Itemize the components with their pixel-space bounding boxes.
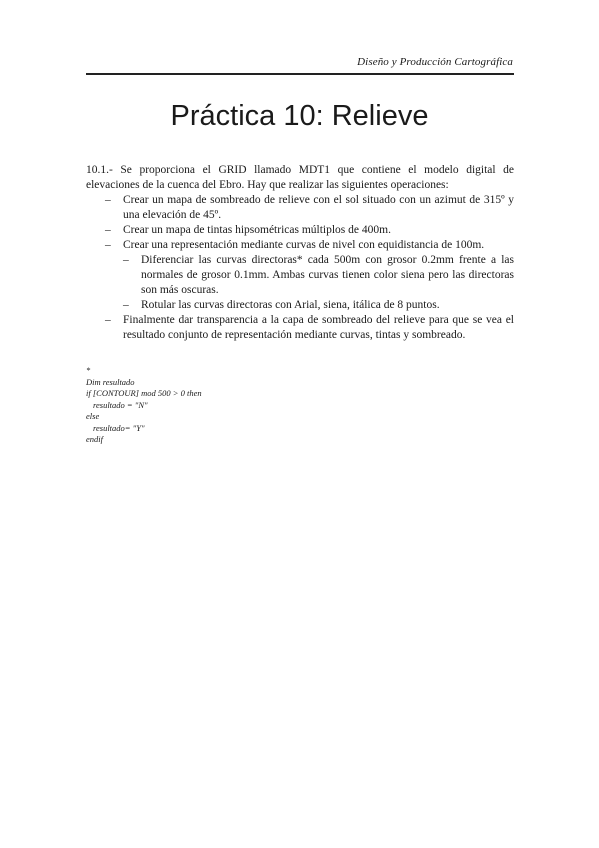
header-rule xyxy=(86,73,514,75)
code-line: else xyxy=(86,411,100,421)
list-item-hypsometric-tints: – Crear un mapa de tintas hipsométricas múltiplos de 400m. xyxy=(123,223,514,238)
sublist-item-index-contours: – Diferenciar las curvas directoras* cada 500m con grosor 0.2mm frente a las normales de grosor 0.1mm. Ambas curvas tienen color siena pero las directoras son más oscuras. xyxy=(141,253,514,298)
code-line: Dim resultado xyxy=(86,376,135,387)
footnote-marker: * xyxy=(86,365,91,375)
footnote-code xyxy=(86,365,202,446)
list-item-contours xyxy=(123,238,514,313)
list-item-transparency: – Finalmente dar transparencia a la capa de sombreado del relieve para que se vea el resultado conjunto de representación mediante curvas, tintas y sombreado. xyxy=(123,313,514,343)
exercise-section xyxy=(86,163,514,343)
code-line: endif xyxy=(86,434,103,444)
exercise-intro: 10.1.- Se proporciona el GRID llamado MDT1 que contiene el modelo digital de elevaciones de la cuenca del Ebro. Hay que realizar las siguientes operaciones: xyxy=(86,164,514,191)
sublist-item-contour-labels: – Rotular las curvas directoras con Arial, siena, itálica de 8 puntos. xyxy=(141,298,514,313)
running-header: Diseño y Producción Cartográfica xyxy=(357,56,513,68)
list-item-hillshade: – Crear un mapa de sombreado de relieve con el sol situado con un azimut de 315º y una elevación de 45º. xyxy=(123,193,514,223)
code-line: resultado= "Y" xyxy=(93,422,145,433)
operations-list xyxy=(86,193,514,343)
list-item-contours-text: Crear una representación mediante curvas de nivel con equidistancia de 100m. xyxy=(123,239,485,251)
code-line: if [CONTOUR] mod 500 > 0 then xyxy=(86,388,202,398)
contour-sublist xyxy=(123,253,514,313)
page-title: Práctica 10: Relieve xyxy=(170,100,429,132)
code-line: resultado = "N" xyxy=(93,399,148,410)
